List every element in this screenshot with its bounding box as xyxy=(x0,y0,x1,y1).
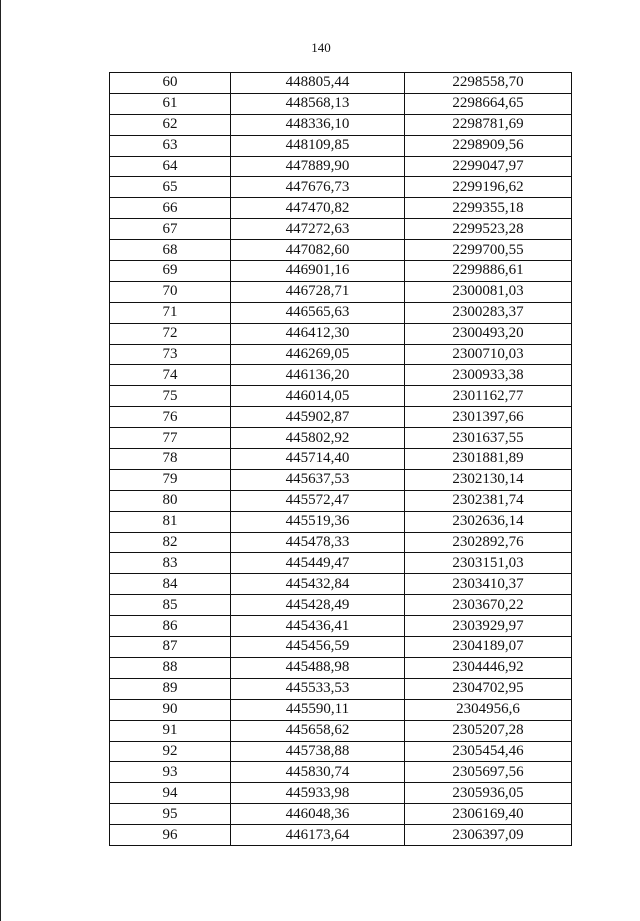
point-number-cell: 65 xyxy=(110,177,231,198)
table-row xyxy=(110,699,572,720)
table-row xyxy=(110,741,572,762)
y-coordinate-cell: 2303410,37 xyxy=(405,574,572,595)
point-number-cell: 95 xyxy=(110,804,231,825)
x-coordinate-cell: 445488,98 xyxy=(231,657,405,678)
x-coordinate-cell: 445590,11 xyxy=(231,699,405,720)
x-coordinate-cell: 445637,53 xyxy=(231,469,405,490)
y-coordinate-cell: 2304446,92 xyxy=(405,657,572,678)
table-row xyxy=(110,449,572,470)
y-coordinate-cell: 2304189,07 xyxy=(405,637,572,658)
table-row xyxy=(110,365,572,386)
x-coordinate-cell: 445802,92 xyxy=(231,428,405,449)
x-coordinate-cell: 446565,63 xyxy=(231,302,405,323)
table-row xyxy=(110,240,572,261)
x-coordinate-cell: 447676,73 xyxy=(231,177,405,198)
point-number-cell: 67 xyxy=(110,219,231,240)
table-row xyxy=(110,532,572,553)
y-coordinate-cell: 2305207,28 xyxy=(405,720,572,741)
y-coordinate-cell: 2298664,65 xyxy=(405,93,572,114)
table-row xyxy=(110,156,572,177)
x-coordinate-cell: 445933,98 xyxy=(231,783,405,804)
table-row xyxy=(110,678,572,699)
point-number-cell: 81 xyxy=(110,511,231,532)
x-coordinate-cell: 445432,84 xyxy=(231,574,405,595)
table-row xyxy=(110,198,572,219)
point-number-cell: 82 xyxy=(110,532,231,553)
table-row xyxy=(110,490,572,511)
x-coordinate-cell: 445449,47 xyxy=(231,553,405,574)
x-coordinate-cell: 445830,74 xyxy=(231,762,405,783)
table-row xyxy=(110,595,572,616)
y-coordinate-cell: 2300493,20 xyxy=(405,323,572,344)
y-coordinate-cell: 2302892,76 xyxy=(405,532,572,553)
x-coordinate-cell: 446014,05 xyxy=(231,386,405,407)
point-number-cell: 64 xyxy=(110,156,231,177)
table-row xyxy=(110,93,572,114)
table-row xyxy=(110,177,572,198)
point-number-cell: 75 xyxy=(110,386,231,407)
coordinates-table xyxy=(109,72,572,846)
point-number-cell: 71 xyxy=(110,302,231,323)
y-coordinate-cell: 2306397,09 xyxy=(405,825,572,846)
point-number-cell: 85 xyxy=(110,595,231,616)
point-number-cell: 93 xyxy=(110,762,231,783)
point-number-cell: 74 xyxy=(110,365,231,386)
y-coordinate-cell: 2300933,38 xyxy=(405,365,572,386)
table-row xyxy=(110,114,572,135)
y-coordinate-cell: 2299047,97 xyxy=(405,156,572,177)
x-coordinate-cell: 445714,40 xyxy=(231,449,405,470)
y-coordinate-cell: 2299355,18 xyxy=(405,198,572,219)
y-coordinate-cell: 2303929,97 xyxy=(405,616,572,637)
table-row xyxy=(110,657,572,678)
y-coordinate-cell: 2301397,66 xyxy=(405,407,572,428)
y-coordinate-cell: 2299523,28 xyxy=(405,219,572,240)
x-coordinate-cell: 448109,85 xyxy=(231,135,405,156)
y-coordinate-cell: 2306169,40 xyxy=(405,804,572,825)
table-row xyxy=(110,344,572,365)
y-coordinate-cell: 2302130,14 xyxy=(405,469,572,490)
x-coordinate-cell: 445572,47 xyxy=(231,490,405,511)
table-row xyxy=(110,783,572,804)
x-coordinate-cell: 448805,44 xyxy=(231,73,405,94)
table-row xyxy=(110,386,572,407)
y-coordinate-cell: 2305454,46 xyxy=(405,741,572,762)
table-row xyxy=(110,219,572,240)
point-number-cell: 86 xyxy=(110,616,231,637)
table-row xyxy=(110,135,572,156)
y-coordinate-cell: 2300283,37 xyxy=(405,302,572,323)
x-coordinate-cell: 447272,63 xyxy=(231,219,405,240)
table-row xyxy=(110,553,572,574)
y-coordinate-cell: 2303151,03 xyxy=(405,553,572,574)
point-number-cell: 62 xyxy=(110,114,231,135)
table-row xyxy=(110,281,572,302)
x-coordinate-cell: 448336,10 xyxy=(231,114,405,135)
point-number-cell: 94 xyxy=(110,783,231,804)
y-coordinate-cell: 2305697,56 xyxy=(405,762,572,783)
point-number-cell: 63 xyxy=(110,135,231,156)
table-row xyxy=(110,720,572,741)
x-coordinate-cell: 445428,49 xyxy=(231,595,405,616)
x-coordinate-cell: 448568,13 xyxy=(231,93,405,114)
point-number-cell: 89 xyxy=(110,678,231,699)
x-coordinate-cell: 446728,71 xyxy=(231,281,405,302)
point-number-cell: 69 xyxy=(110,261,231,282)
point-number-cell: 77 xyxy=(110,428,231,449)
table-row xyxy=(110,574,572,595)
x-coordinate-cell: 445658,62 xyxy=(231,720,405,741)
point-number-cell: 73 xyxy=(110,344,231,365)
point-number-cell: 78 xyxy=(110,449,231,470)
y-coordinate-cell: 2304702,95 xyxy=(405,678,572,699)
y-coordinate-cell: 2305936,05 xyxy=(405,783,572,804)
x-coordinate-cell: 446412,30 xyxy=(231,323,405,344)
x-coordinate-cell: 446901,16 xyxy=(231,261,405,282)
table-row xyxy=(110,511,572,532)
point-number-cell: 60 xyxy=(110,73,231,94)
table-row xyxy=(110,428,572,449)
table-row xyxy=(110,804,572,825)
table-row xyxy=(110,73,572,94)
table-row xyxy=(110,302,572,323)
y-coordinate-cell: 2300081,03 xyxy=(405,281,572,302)
x-coordinate-cell: 446136,20 xyxy=(231,365,405,386)
table-row xyxy=(110,407,572,428)
x-coordinate-cell: 446173,64 xyxy=(231,825,405,846)
x-coordinate-cell: 446048,36 xyxy=(231,804,405,825)
point-number-cell: 80 xyxy=(110,490,231,511)
point-number-cell: 92 xyxy=(110,741,231,762)
point-number-cell: 68 xyxy=(110,240,231,261)
y-coordinate-cell: 2299196,62 xyxy=(405,177,572,198)
x-coordinate-cell: 445738,88 xyxy=(231,741,405,762)
y-coordinate-cell: 2299886,61 xyxy=(405,261,572,282)
table-row xyxy=(110,825,572,846)
y-coordinate-cell: 2302636,14 xyxy=(405,511,572,532)
x-coordinate-cell: 447082,60 xyxy=(231,240,405,261)
y-coordinate-cell: 2298909,56 xyxy=(405,135,572,156)
x-coordinate-cell: 447889,90 xyxy=(231,156,405,177)
table-row xyxy=(110,616,572,637)
point-number-cell: 83 xyxy=(110,553,231,574)
y-coordinate-cell: 2298781,69 xyxy=(405,114,572,135)
coordinates-table-body xyxy=(110,73,572,846)
point-number-cell: 72 xyxy=(110,323,231,344)
point-number-cell: 88 xyxy=(110,657,231,678)
y-coordinate-cell: 2303670,22 xyxy=(405,595,572,616)
x-coordinate-cell: 445478,33 xyxy=(231,532,405,553)
point-number-cell: 90 xyxy=(110,699,231,720)
table-row xyxy=(110,762,572,783)
point-number-cell: 96 xyxy=(110,825,231,846)
x-coordinate-cell: 445519,36 xyxy=(231,511,405,532)
x-coordinate-cell: 445456,59 xyxy=(231,637,405,658)
point-number-cell: 70 xyxy=(110,281,231,302)
table-row xyxy=(110,323,572,344)
point-number-cell: 91 xyxy=(110,720,231,741)
y-coordinate-cell: 2301162,77 xyxy=(405,386,572,407)
point-number-cell: 66 xyxy=(110,198,231,219)
table-row xyxy=(110,637,572,658)
point-number-cell: 76 xyxy=(110,407,231,428)
y-coordinate-cell: 2300710,03 xyxy=(405,344,572,365)
table-row xyxy=(110,261,572,282)
y-coordinate-cell: 2299700,55 xyxy=(405,240,572,261)
point-number-cell: 84 xyxy=(110,574,231,595)
x-coordinate-cell: 445436,41 xyxy=(231,616,405,637)
y-coordinate-cell: 2302381,74 xyxy=(405,490,572,511)
y-coordinate-cell: 2301881,89 xyxy=(405,449,572,470)
y-coordinate-cell: 2298558,70 xyxy=(405,73,572,94)
x-coordinate-cell: 446269,05 xyxy=(231,344,405,365)
y-coordinate-cell: 2301637,55 xyxy=(405,428,572,449)
point-number-cell: 87 xyxy=(110,637,231,658)
point-number-cell: 79 xyxy=(110,469,231,490)
point-number-cell: 61 xyxy=(110,93,231,114)
x-coordinate-cell: 447470,82 xyxy=(231,198,405,219)
x-coordinate-cell: 445902,87 xyxy=(231,407,405,428)
table-row xyxy=(110,469,572,490)
x-coordinate-cell: 445533,53 xyxy=(231,678,405,699)
page-number: 140 xyxy=(311,40,331,55)
y-coordinate-cell: 2304956,6 xyxy=(405,699,572,720)
